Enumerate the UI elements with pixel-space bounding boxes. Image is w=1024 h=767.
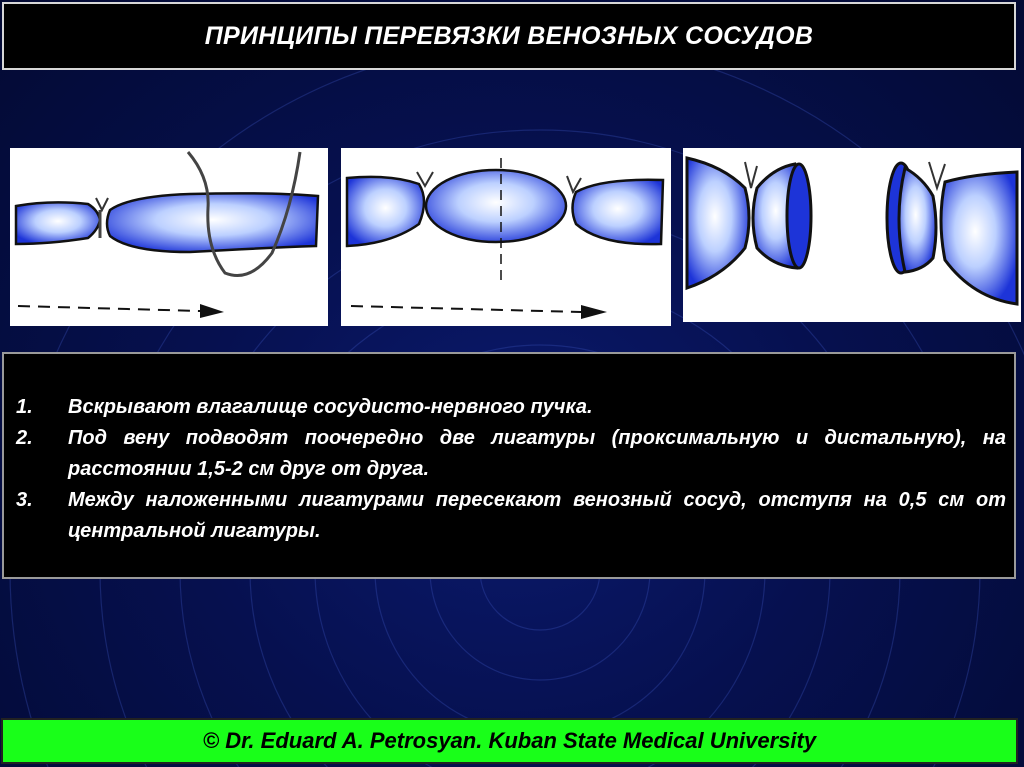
steps-box — [2, 352, 1016, 579]
vein-ligature-placement-illustration — [10, 148, 328, 326]
steps-list — [4, 354, 1014, 547]
step-number: 2. — [16, 427, 33, 449]
illustration-panel-2 — [341, 148, 671, 326]
page-title: ПРИНЦИПЫ ПЕРЕВЯЗКИ ВЕНОЗНЫХ СОСУДОВ — [204, 21, 814, 50]
footer-bar — [1, 718, 1018, 764]
step-number: 3. — [16, 489, 33, 511]
step-text: Вскрывают влагалище сосудисто-нервного пучка. — [68, 396, 593, 418]
list-item — [16, 485, 1006, 547]
step-text: Между наложенными лигатурами пересекают венозный сосуд, отступя на 0,5 см от центральной лигатуры. — [68, 489, 1006, 542]
illustration-panel-3 — [683, 148, 1021, 322]
list-item — [16, 392, 1006, 423]
copyright-text: © Dr. Eduard A. Petrosyan. Kuban State Medical University — [202, 728, 817, 753]
illustration-panel-1 — [10, 148, 328, 326]
vein-double-ligation-illustration — [341, 148, 671, 326]
step-number: 1. — [16, 396, 33, 418]
vein-divided-between-ligatures-illustration — [683, 148, 1021, 322]
list-item — [16, 423, 1006, 485]
step-text: Под вену подводят поочередно две лигатуры (проксимальную и дистальную), на расстоянии 1,5-2 см друг от друга. — [68, 427, 1006, 480]
title-bar — [2, 2, 1016, 70]
